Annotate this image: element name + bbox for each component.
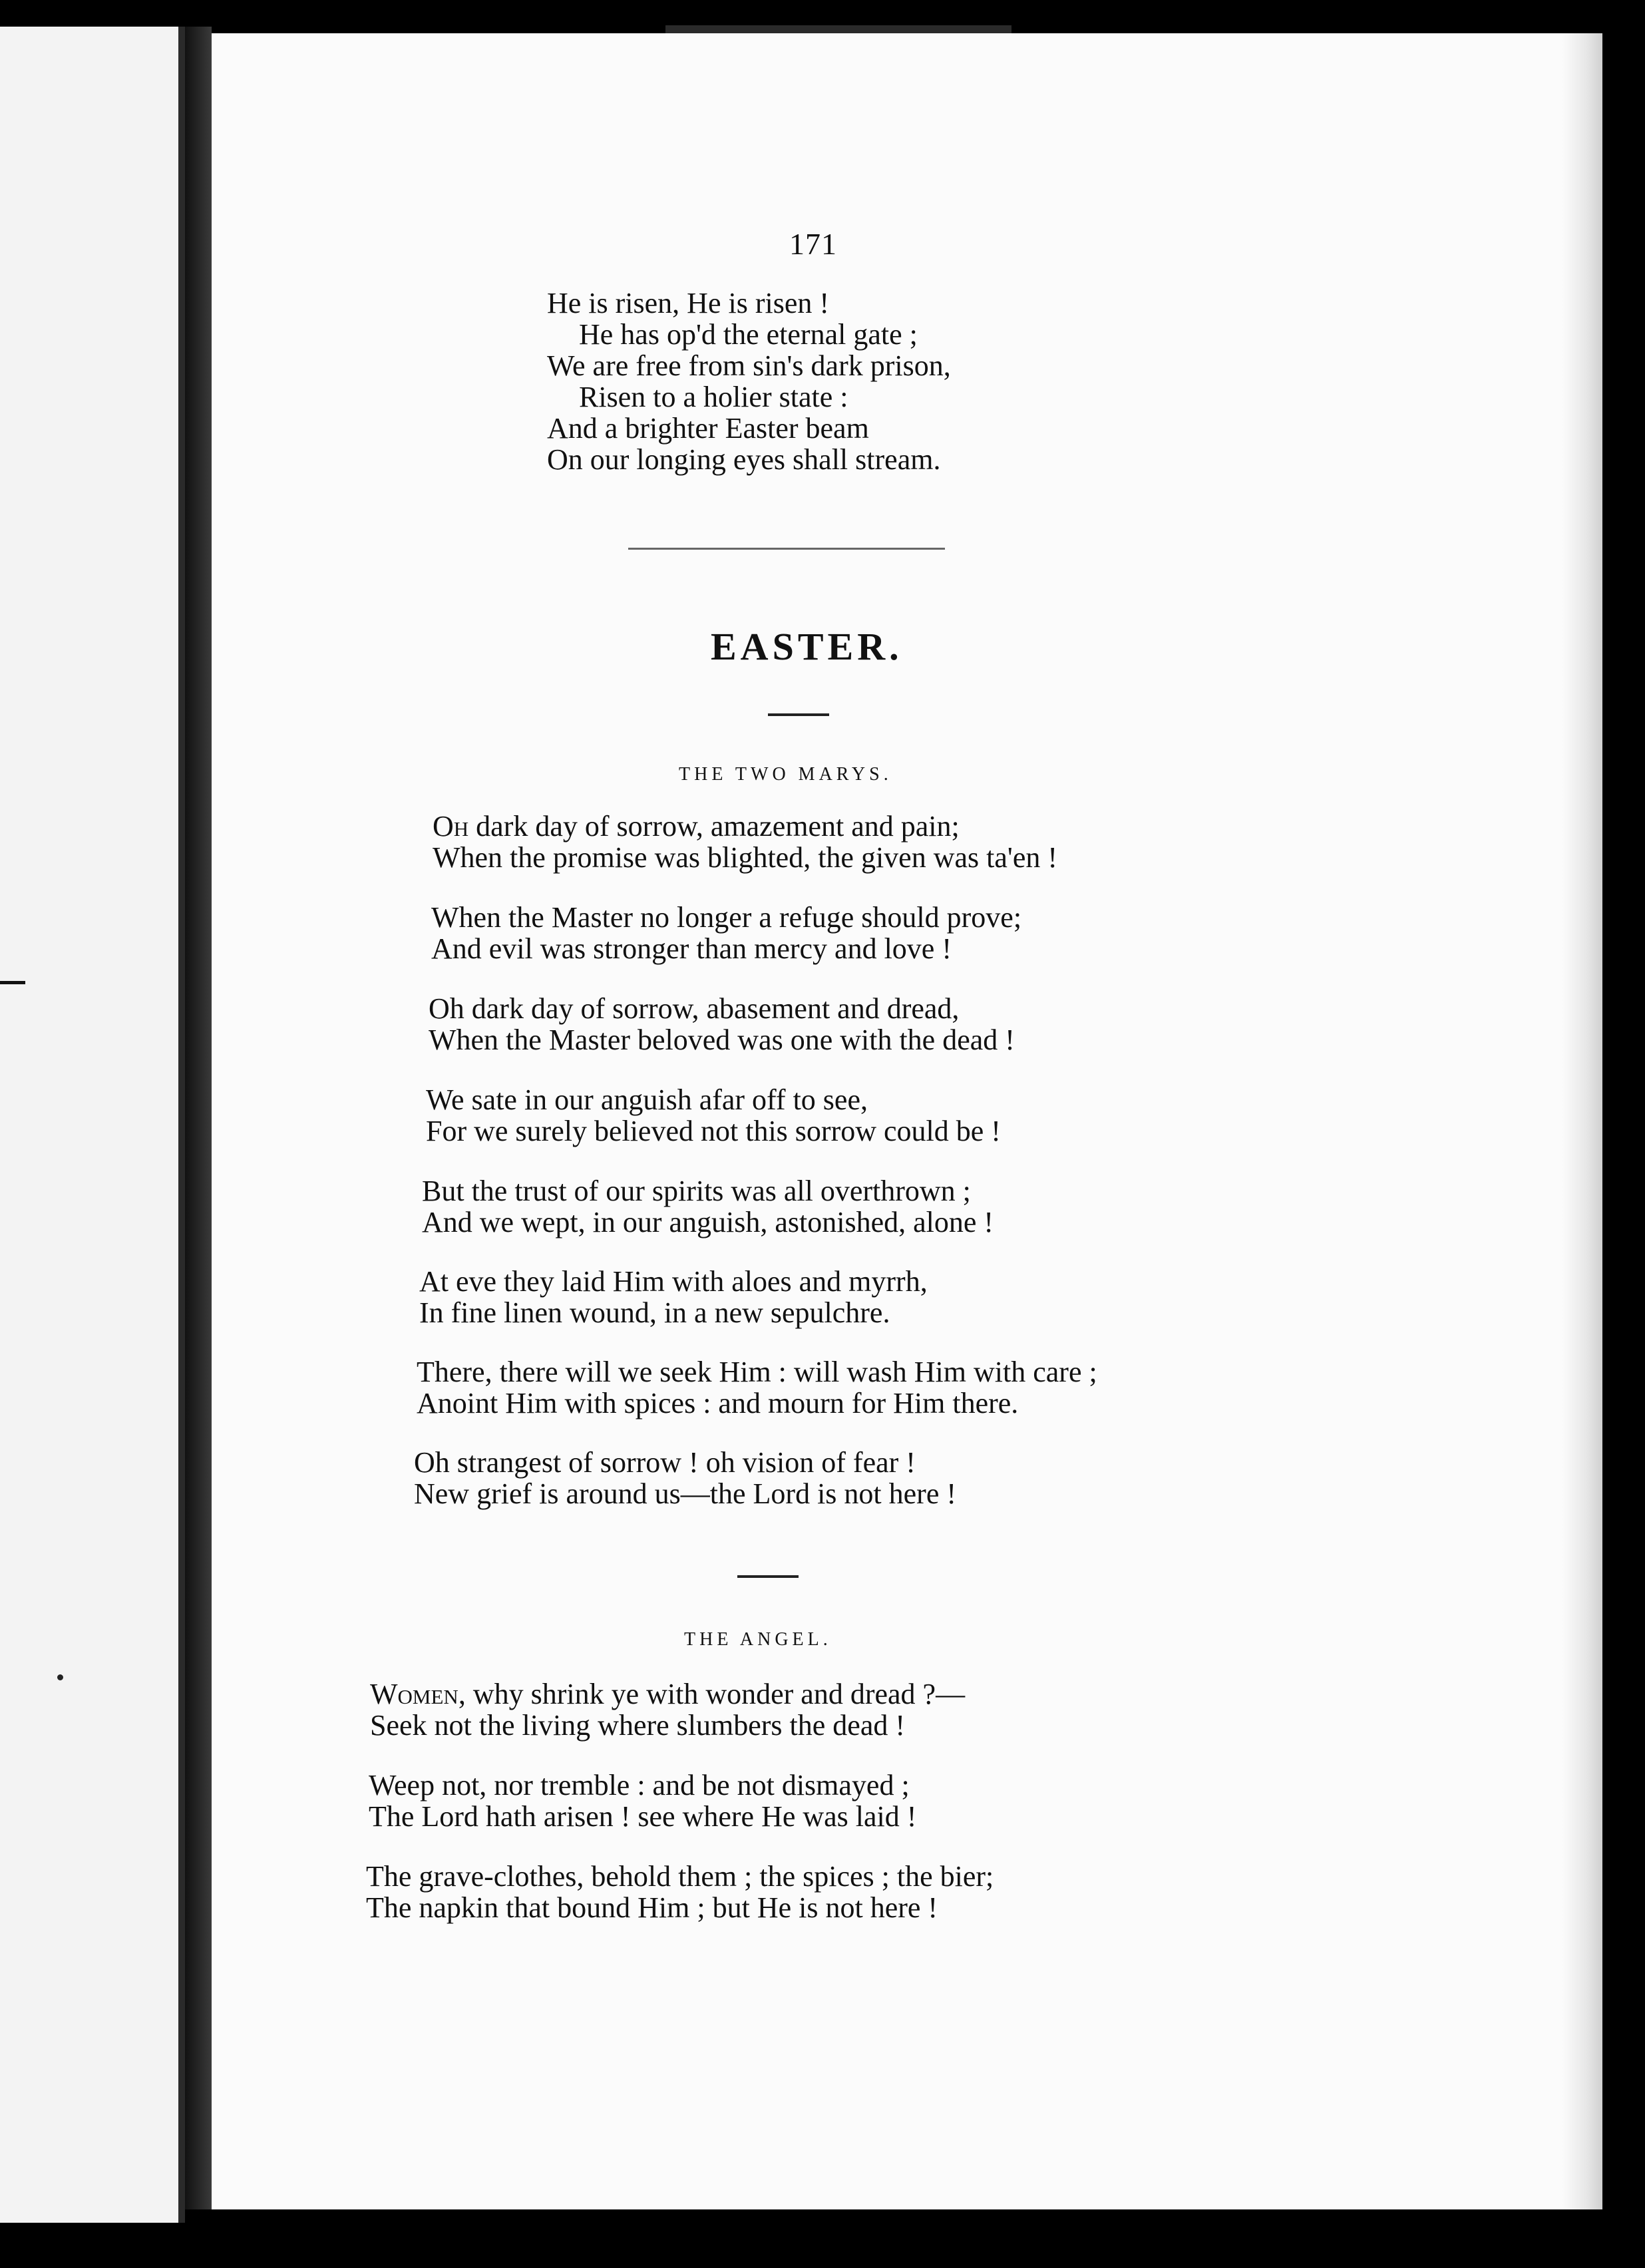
verse-line: The grave-clothes, behold them ; the spices ; the bier; xyxy=(366,1860,994,1893)
drop-word: Women xyxy=(370,1678,458,1710)
verse-line: New grief is around us—the Lord is not here ! xyxy=(414,1477,957,1510)
verse-line: When the Master no longer a refuge should prove; xyxy=(431,901,1022,934)
verse-line: Anoint Him with spices : and mourn for Him there. xyxy=(417,1387,1019,1419)
section-heading: THE TWO MARYS. xyxy=(679,764,892,785)
verse-line: And we wept, in our anguish, astonished, alone ! xyxy=(422,1206,994,1238)
verse-line: Seek not the living where slumbers the dead ! xyxy=(370,1709,906,1742)
verse-line: But the trust of our spirits was all overthrown ; xyxy=(422,1175,971,1207)
book-gutter xyxy=(185,27,212,2209)
stanza-line: He is risen, He is risen ! xyxy=(547,287,830,319)
drop-word: Oh xyxy=(433,810,469,843)
verse-line: Weep not, nor tremble : and be not dismayed ; xyxy=(369,1769,910,1801)
verse-line: When the Master beloved was one with the dead ! xyxy=(429,1024,1015,1056)
title-rule xyxy=(768,713,829,716)
verse-line: For we surely believed not this sorrow could be ! xyxy=(426,1115,1001,1147)
verse-line: Oh dark day of sorrow, amazement and pain; xyxy=(433,810,960,843)
page-title: EASTER. xyxy=(711,625,903,668)
margin-dot xyxy=(57,1674,63,1680)
section-heading: THE ANGEL. xyxy=(684,1629,832,1650)
page-number: 171 xyxy=(789,227,837,261)
stanza-line: Risen to a holier state : xyxy=(579,381,848,413)
stanza-line: We are free from sin's dark prison, xyxy=(547,349,951,382)
book-page xyxy=(212,33,1602,2209)
verse-line: Women, why shrink ye with wonder and dread ?— xyxy=(370,1678,966,1710)
margin-mark xyxy=(0,981,25,984)
page-edge-shading xyxy=(1562,33,1602,2209)
section-divider xyxy=(628,548,945,550)
verse-line: In fine linen wound, in a new sepulchre. xyxy=(419,1296,890,1329)
verse-line: The napkin that bound Him ; but He is not here ! xyxy=(366,1891,938,1924)
stanza-line: And a brighter Easter beam xyxy=(547,412,869,445)
stanza-line: He has op'd the eternal gate ; xyxy=(579,318,918,351)
verse-line: And evil was stronger than mercy and love ! xyxy=(431,932,952,965)
verse-line: At eve they laid Him with aloes and myrrh, xyxy=(419,1265,928,1298)
verse-line: We sate in our anguish afar off to see, xyxy=(426,1083,868,1116)
section-rule xyxy=(737,1575,799,1578)
facing-page-edge xyxy=(0,27,185,2223)
stanza-line: On our longing eyes shall stream. xyxy=(547,443,941,476)
verse-line: When the promise was blighted, the given was ta'en ! xyxy=(433,841,1057,874)
verse-line: Oh dark day of sorrow, abasement and dread, xyxy=(429,992,960,1025)
verse-line: There, there will we seek Him : will wash Him with care ; xyxy=(417,1356,1097,1388)
verse-line: The Lord hath arisen ! see where He was laid ! xyxy=(369,1800,917,1833)
verse-line: Oh strangest of sorrow ! oh vision of fear ! xyxy=(414,1446,916,1479)
